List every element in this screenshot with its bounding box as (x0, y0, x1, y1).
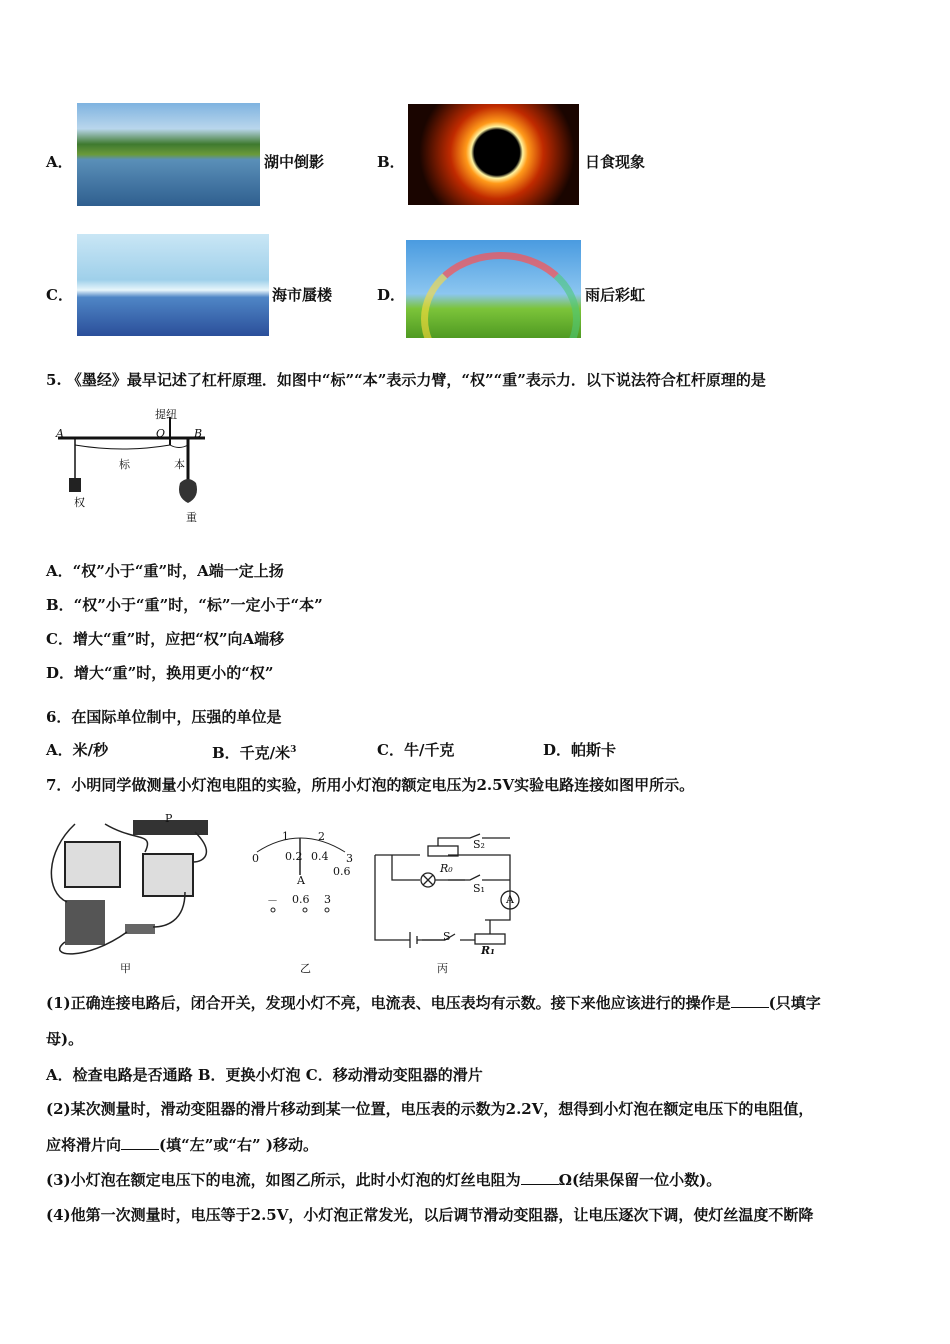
option-b-caption: 日食现象 (585, 153, 646, 171)
label-zhong: 重 (186, 511, 197, 524)
q7-part1: (1)正确连接电路后，闭合开关，发现小灯不亮，电流表、电压表均有示数。接下来他应该进行的操作是 (只填字 (46, 994, 821, 1012)
apparatus-figure (45, 812, 215, 957)
mirage-image (77, 234, 269, 336)
rainbow-image (406, 240, 581, 338)
q7-stem: 7．小明同学做测量小灯泡电阻的实验，所用小灯泡的额定电压为2.5V实验电路连接如图甲所示。 (46, 776, 695, 794)
label-scale-3: 3 (346, 852, 353, 865)
label-terminal-3: 3 (324, 893, 331, 906)
label-tiniu: 提纽 (155, 408, 177, 421)
option-b-letter: B． (377, 153, 405, 171)
lake-reflection-image (77, 103, 260, 206)
label-ben: 本 (174, 458, 185, 471)
caption-yi: 乙 (300, 962, 311, 975)
label-s1: S₁ (473, 882, 485, 895)
option-d-letter: D． (377, 286, 406, 304)
label-s: S (443, 930, 451, 943)
q7-part2: (2)某次测量时，滑动变阻器的滑片移动到某一位置，电压表的示数为2.2V，想得到小灯泡在额定电压下的电阻值， (46, 1100, 814, 1118)
q5-stem: 5. 《墨经》最早记述了杠杆原理．如图中“标”“本”表示力臂，“权”“重”表示力．以下说法符合杠杆原理的是 (46, 371, 766, 389)
q7-part1-options: A．检查电路是否通路 B．更换小灯泡 C．移动滑动变阻器的滑片 (46, 1066, 483, 1084)
q7-part2-cont: 应将滑片向 (填“左”或“右” )移动。 (46, 1136, 318, 1154)
q5-option-c: C．增大“重”时，应把“权”向A端移 (46, 630, 285, 648)
label-b: B (194, 427, 203, 440)
ammeter-symbol-label: A (506, 893, 514, 906)
label-biao: 标 (119, 458, 130, 471)
label-scale-06: 0.6 (333, 865, 351, 878)
q7-part3: (3)小灯泡在额定电压下的电流，如图乙所示，此时小灯泡的灯丝电阻为 Ω(结果保留一位小数)。 (46, 1171, 722, 1189)
q5-option-a: A．“权”小于“重”时，A端一定上扬 (46, 562, 284, 580)
q7-part4: (4)他第一次测量时，电压等于2.5V，小灯泡正常发光，以后调节滑动变阻器，让电压逐次下调，使灯丝温度不断降 (46, 1206, 814, 1224)
label-quan: 权 (74, 496, 85, 509)
q7-part1-cont: 母)。 (46, 1030, 84, 1048)
caption-jia: 甲 (120, 962, 131, 975)
option-c-letter: C． (46, 286, 73, 304)
option-a-caption: 湖中倒影 (264, 153, 325, 171)
label-a: A (56, 427, 64, 440)
q5-option-d: D．增大“重”时，换用更小的“权” (46, 664, 274, 682)
label-scale-02: 0.2 (285, 850, 303, 863)
label-scale-1: 1 (282, 830, 289, 843)
label-r0: R₀ (440, 862, 453, 875)
option-c-caption: 海市蜃楼 (272, 286, 333, 304)
q6-option-b: B．千克/米$^3$ (212, 744, 297, 762)
option-d-caption: 雨后彩虹 (585, 286, 646, 304)
option-a-letter: A． (46, 153, 73, 171)
solar-eclipse-image (408, 104, 579, 205)
label-scale-0: 0 (252, 852, 259, 865)
caption-bing: 丙 (437, 962, 448, 975)
q6-stem: 6．在国际单位制中，压强的单位是 (46, 708, 282, 726)
q6-option-d: D．帕斯卡 (543, 741, 617, 759)
label-scale-04: 0.4 (311, 850, 329, 863)
q6-option-a: A．米/秒 (46, 741, 109, 759)
label-unit-a: A (297, 874, 305, 887)
label-terminal-minus: － (267, 894, 278, 907)
q6-option-c: C．牛/千克 (377, 741, 455, 759)
label-terminal-06: 0.6 (292, 893, 310, 906)
label-s2: S₂ (473, 838, 485, 851)
label-p: P (165, 812, 173, 825)
label-o: O (156, 427, 166, 440)
q5-option-b: B．“权”小于“重”时，“标”一定小于“本” (46, 596, 323, 614)
label-r1: R₁ (481, 944, 495, 957)
label-scale-2: 2 (318, 830, 325, 843)
